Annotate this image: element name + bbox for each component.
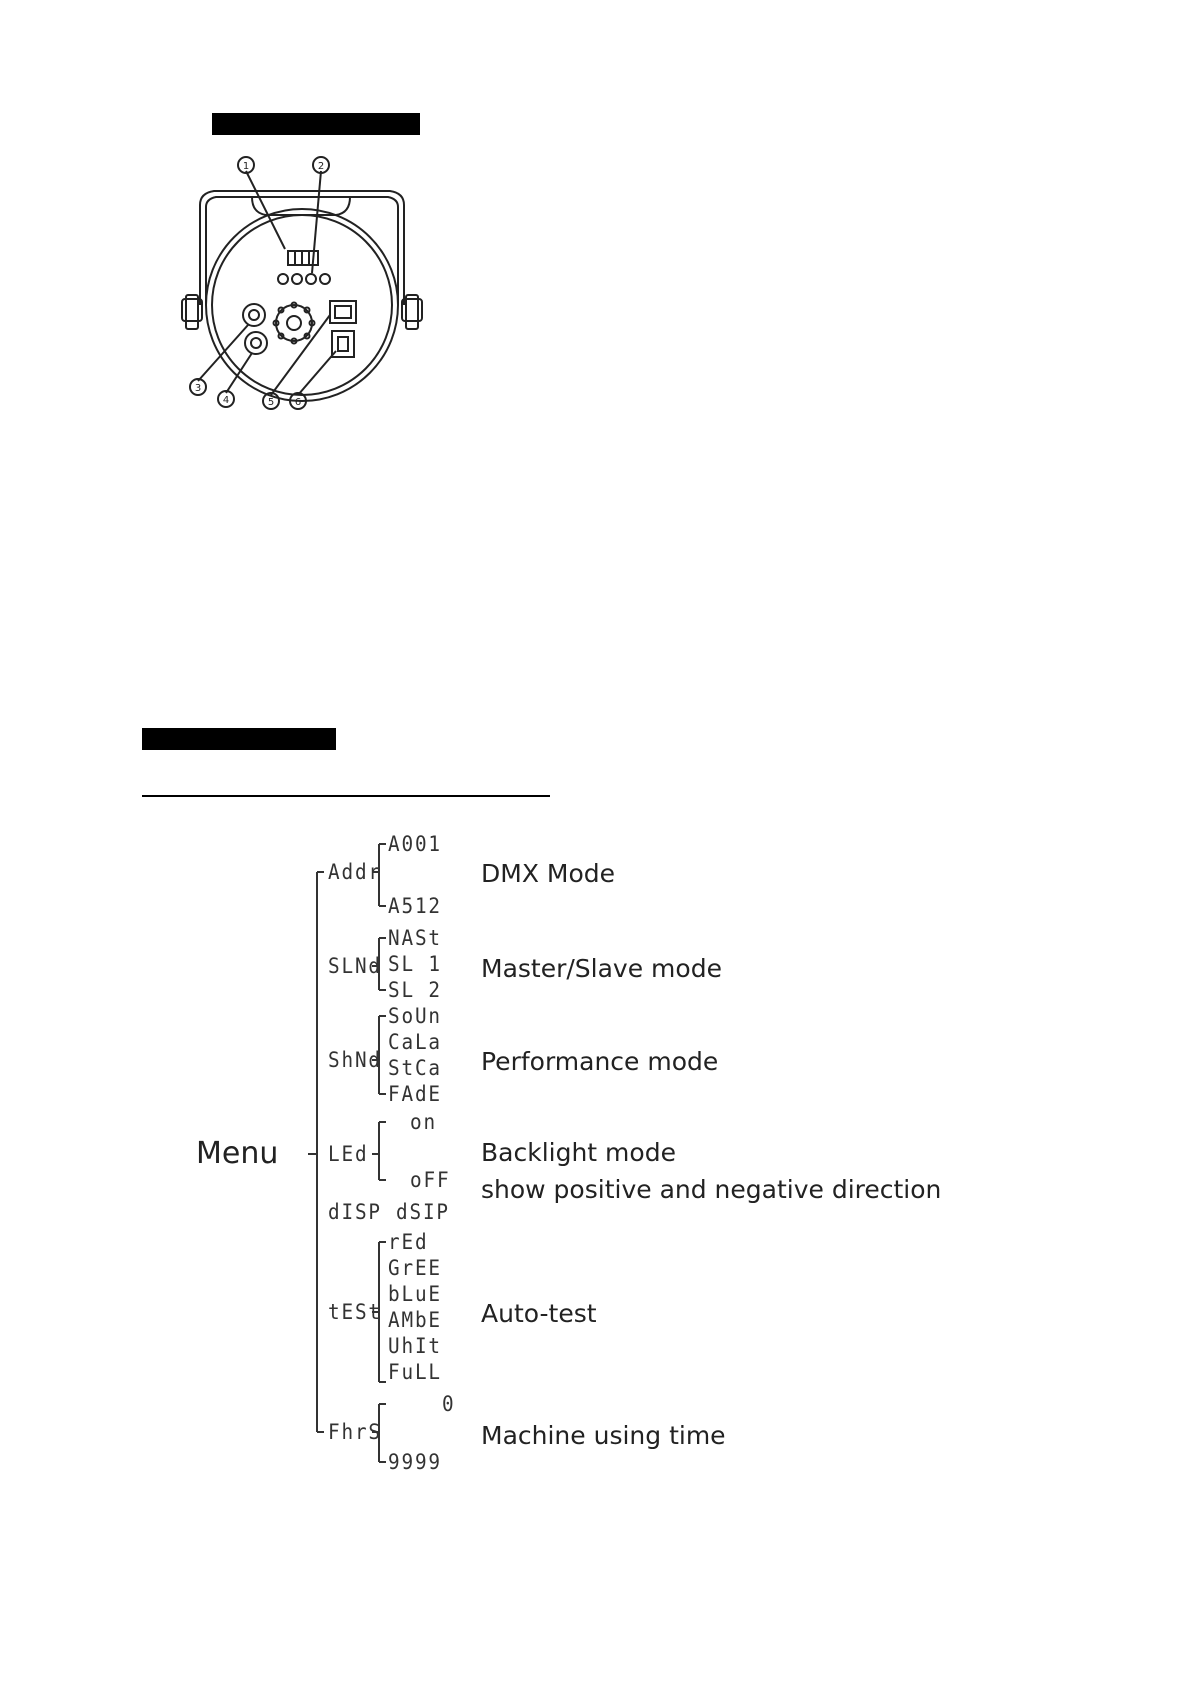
option-test-green: GrEE [388, 1256, 442, 1280]
menu-code-led: LEd [328, 1142, 369, 1166]
dmx-in-connector [243, 304, 265, 326]
option-addr-first: A001 [388, 832, 442, 856]
description-auto-test: Auto-test [481, 1299, 597, 1328]
callout-3: 3 [194, 383, 202, 394]
description-backlight: Backlight mode [481, 1138, 676, 1167]
description-performance: Performance mode [481, 1047, 719, 1076]
dmx-out-connector [245, 332, 267, 354]
description-master-slave: Master/Slave mode [481, 954, 722, 983]
menu-code-slnd: SLNd [328, 954, 382, 978]
callout-4: 4 [222, 395, 230, 406]
option-fhrs-min: 0 [442, 1392, 456, 1416]
section-underline [142, 795, 550, 797]
option-slnd-master: NASt [388, 926, 442, 950]
callout-5: 5 [267, 397, 275, 408]
option-shnd-cala: CaLa [388, 1030, 442, 1054]
housing-outer-ring [206, 209, 398, 401]
description-dmx-mode: DMX Mode [481, 859, 616, 888]
option-test-red: rEd [388, 1230, 429, 1254]
power-in-socket [330, 301, 356, 323]
callout-6: 6 [294, 397, 302, 408]
option-fhrs-max: 9999 [388, 1450, 442, 1474]
button-3 [306, 274, 316, 284]
menu-code-fhrs: FhrS [328, 1420, 382, 1444]
section-heading-bar-device [212, 113, 420, 135]
button-1 [278, 274, 288, 284]
option-slnd-slave1: SL 1 [388, 952, 442, 976]
menu-code-test: tESt [328, 1300, 382, 1324]
fan-grille [276, 305, 312, 341]
option-led-on: on [410, 1110, 437, 1134]
callout-2: 2 [317, 161, 325, 172]
option-shnd-stca: StCa [388, 1056, 442, 1080]
section-heading-bar-menu [142, 728, 336, 750]
option-slnd-slave2: SL 2 [388, 978, 442, 1002]
option-test-full: FuLL [388, 1360, 442, 1384]
menu-code-shnd: ShNd [328, 1048, 382, 1072]
button-2 [292, 274, 302, 284]
menu-code-disp: dISP [328, 1200, 382, 1224]
menu-code-addr: Addr [328, 860, 382, 884]
menu-root-label: Menu [196, 1136, 279, 1171]
description-using-time: Machine using time [481, 1421, 726, 1450]
button-4 [320, 274, 330, 284]
option-test-amber: AMbE [388, 1308, 442, 1332]
option-test-blue: bLuE [388, 1282, 442, 1306]
option-test-white: UhIt [388, 1334, 442, 1358]
option-shnd-sound: SoUn [388, 1004, 442, 1028]
device-rear-panel-diagram [170, 155, 440, 445]
description-direction: show positive and negative direction [481, 1175, 942, 1204]
option-led-off: oFF [410, 1168, 451, 1192]
option-disp: dSIP [396, 1200, 450, 1224]
option-addr-last: A512 [388, 894, 442, 918]
option-shnd-fade: FAdE [388, 1082, 442, 1106]
callout-1: 1 [242, 161, 250, 172]
